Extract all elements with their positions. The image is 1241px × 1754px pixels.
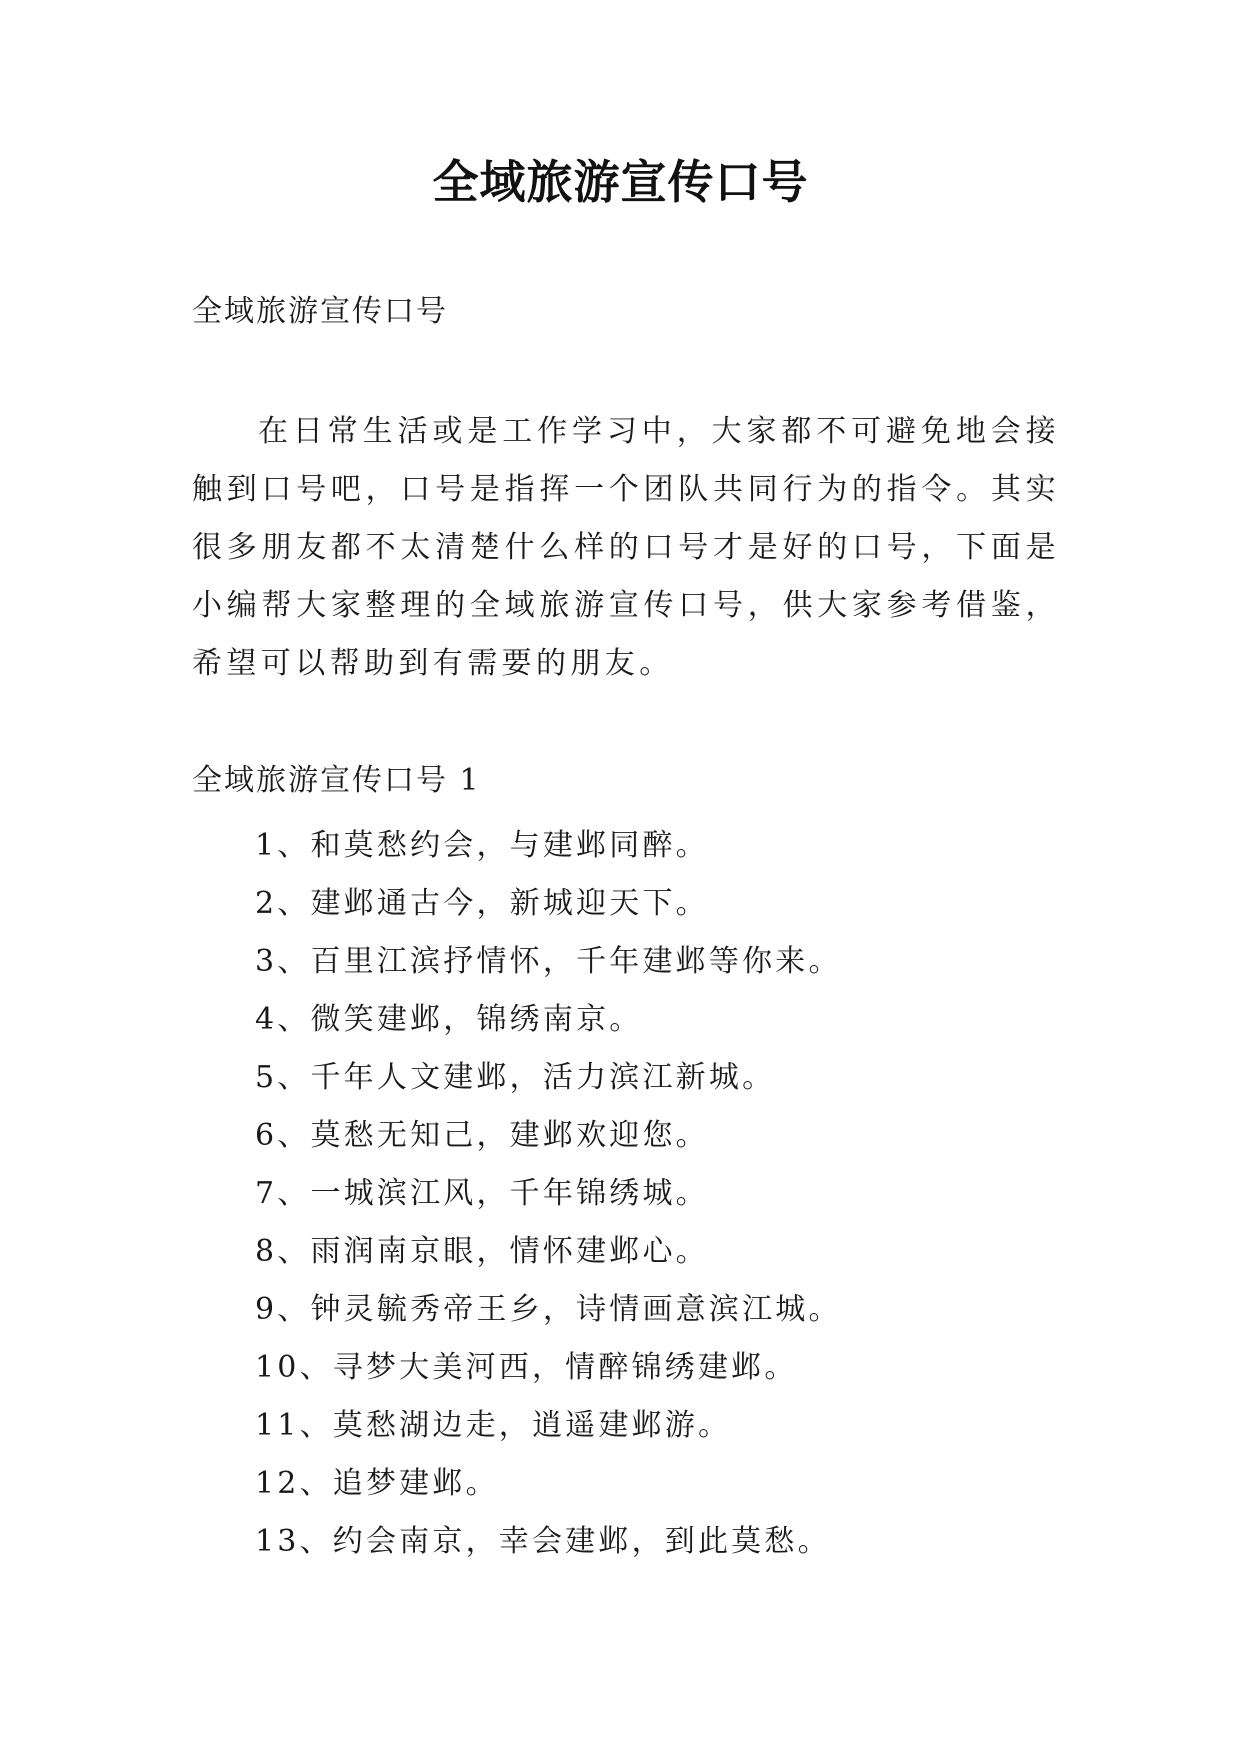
slogan-item: 13、约会南京，幸会建邺，到此莫愁。 [255, 1524, 831, 1559]
intro-paragraph: 在日常生活或是工作学习中，大家都不可避免地会接触到口号吧，口号是指挥一个团队共同行为的指令。其实很多朋友都不太清楚什么样的口号才是好的口号，下面是小编帮大家整理的全域旅游宣传口号，供大家参考借鉴，希望可以帮助到有需要的朋友。 [192, 414, 1060, 681]
slogan-item: 1、和莫愁约会，与建邺同醉。 [255, 828, 709, 863]
slogan-item: 12、追梦建邺。 [255, 1466, 499, 1501]
document-subtitle: 全域旅游宣传口号 [192, 294, 448, 329]
slogan-item: 5、千年人文建邺，活力滨江新城。 [255, 1060, 776, 1095]
slogan-item: 10、寻梦大美河西，情醉锦绣建邺。 [255, 1350, 798, 1385]
slogan-item: 11、莫愁湖边走，逍遥建邺游。 [255, 1408, 732, 1443]
section-heading: 全域旅游宣传口号 1 [192, 763, 481, 798]
slogan-item: 3、百里江滨抒情怀，千年建邺等你来。 [255, 944, 842, 979]
slogan-item: 4、微笑建邺，锦绣南京。 [255, 1002, 643, 1037]
slogan-item: 9、钟灵毓秀帝王乡，诗情画意滨江城。 [255, 1292, 842, 1327]
slogan-item: 7、一城滨江风，千年锦绣城。 [255, 1176, 709, 1211]
slogan-list [255, 817, 842, 1571]
slogan-item: 6、莫愁无知己，建邺欢迎您。 [255, 1118, 709, 1153]
document-title: 全域旅游宣传口号 [432, 155, 809, 209]
slogan-item: 2、建邺通古今，新城迎天下。 [255, 886, 709, 921]
slogan-item: 8、雨润南京眼，情怀建邺心。 [255, 1234, 709, 1269]
